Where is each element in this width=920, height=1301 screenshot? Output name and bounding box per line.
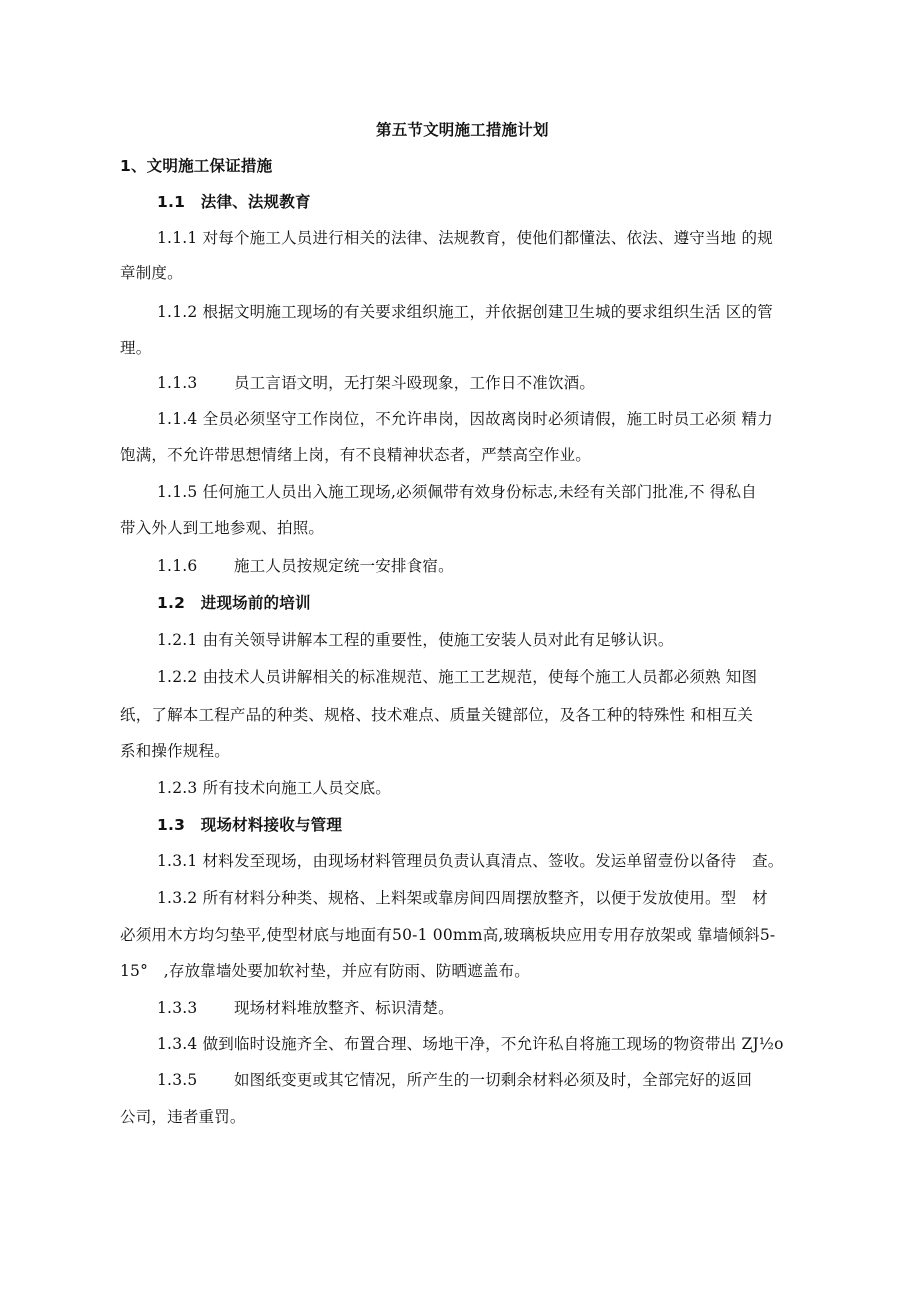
paragraph-1-2-2-line-2: 纸，了解本工程产品的种类、规格、技术难点、质量关键部位，及各工种的特殊性 和相互关 — [120, 706, 754, 724]
subheading-1-1: 1.1 法律、法规教育 — [157, 193, 311, 211]
paragraph-1-1-5-line-1: 1.1.5 任何施工人员出入施工现场,必须佩带有效身份标志,未经有关部门批准,不 得私自 — [157, 483, 757, 501]
section-heading-1: 1、文明施工保证措施 — [120, 157, 273, 175]
page-title: 第五节文明施工措施计划 — [376, 121, 549, 139]
paragraph-1-1-4-line-1: 1.1.4 全员必须坚守工作岗位，不允许串岗，因故离岗时必须请假，施工时员工必须 精力 — [157, 410, 773, 428]
paragraph-1-3-3: 1.3.3 现场材料堆放整齐、标识清楚。 — [157, 999, 454, 1017]
paragraph-1-1-2-line-2: 理。 — [120, 339, 152, 357]
paragraph-1-1-6: 1.1.6 施工人员按规定统一安排食宿。 — [157, 557, 454, 575]
paragraph-1-2-1: 1.2.1 由有关领导讲解本工程的重要性，使施工安装人员对此有足够认识。 — [157, 631, 674, 649]
paragraph-1-3-2-line-3: 15° ,存放靠墙处要加软衬垫，并应有防雨、防晒遮盖布。 — [120, 962, 531, 980]
paragraph-1-2-3: 1.2.3 所有技术向施工人员交底。 — [157, 779, 391, 797]
paragraph-1-2-2-line-1: 1.2.2 由技术人员讲解相关的标准规范、施工工艺规范，使每个施工人员都必须熟 知图 — [157, 668, 758, 686]
paragraph-1-1-1-line-2: 章制度。 — [120, 264, 183, 282]
paragraph-1-1-3: 1.1.3 员工言语文明，无打架斗殴现象，工作日不准饮酒。 — [157, 374, 596, 392]
subheading-1-3: 1.3 现场材料接收与管理 — [157, 816, 343, 834]
paragraph-1-1-4-line-2: 饱满，不允许带思想情绪上岗，有不良精神状态者，严禁高空作业。 — [120, 446, 592, 464]
subheading-1-2: 1.2 进现场前的培训 — [157, 594, 311, 612]
paragraph-1-3-2-line-2: 必须用木方均匀垫平,使型材底与地面有50-1 00mm高,玻璃板块应用专用存放架或 靠墙倾斜5- — [120, 926, 776, 944]
paragraph-1-3-5-line-2: 公司，违者重罚。 — [120, 1108, 246, 1126]
paragraph-1-1-5-line-2: 带入外人到工地参观、拍照。 — [120, 519, 325, 537]
paragraph-1-1-1-line-1: 1.1.1 对每个施工人员进行相关的法律、法规教育，使他们都懂法、依法、遵守当地 的规 — [157, 229, 773, 247]
paragraph-1-1-2-line-1: 1.1.2 根据文明施工现场的有关要求组织施工，并依据创建卫生城的要求组织生活 区的管 — [157, 303, 773, 321]
paragraph-1-2-2-line-3: 系和操作规程。 — [120, 742, 230, 760]
paragraph-1-3-1: 1.3.1 材料发至现场，由现场材料管理员负责认真清点、签收。发运单留壹份以备待 查。 — [157, 852, 784, 870]
paragraph-1-3-2-line-1: 1.3.2 所有材料分种类、规格、上料架或靠房间四周摆放整齐，以便于发放使用。型 材 — [157, 889, 768, 907]
paragraph-1-3-5-line-1: 1.3.5 如图纸变更或其它情况，所产生的一切剩余材料必须及时，全部完好的返回 — [157, 1071, 753, 1089]
paragraph-1-3-4: 1.3.4 做到临时设施齐全、布置合理、场地干净，不允许私自将施工现场的物资带出 ZJ½o — [157, 1035, 784, 1053]
